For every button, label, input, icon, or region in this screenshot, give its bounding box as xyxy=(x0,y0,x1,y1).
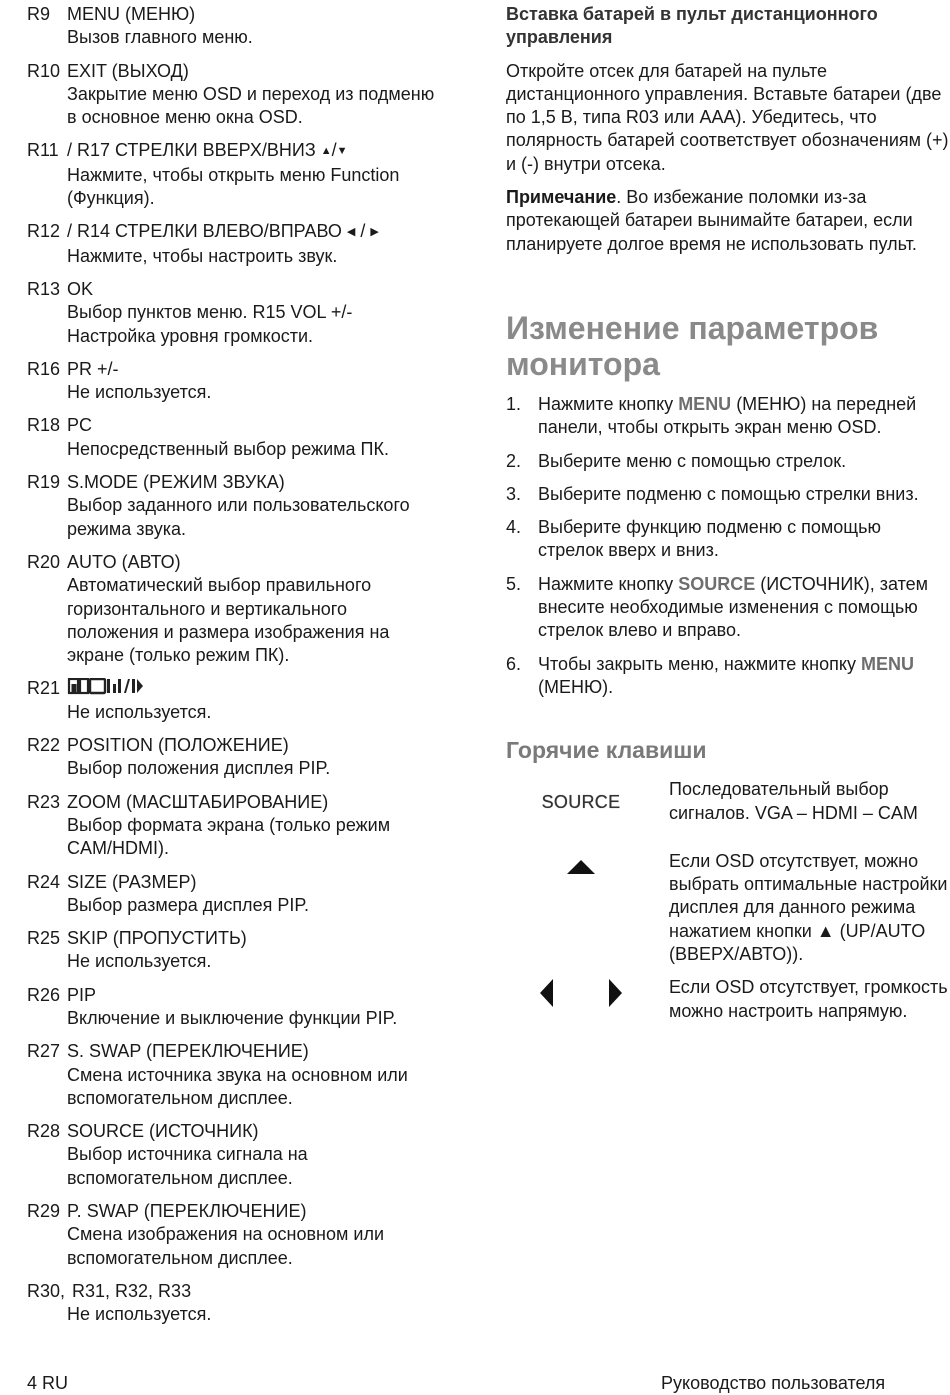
item-title: SOURCE (ИСТОЧНИК) xyxy=(67,1121,259,1142)
source-key-icon xyxy=(506,791,656,814)
item-desc: Включение и выключение функции PIP. xyxy=(67,1007,398,1028)
item-desc: Выбор положения дисплея PIP. xyxy=(67,758,331,779)
item-code: R20 xyxy=(27,551,61,572)
item-title: S.MODE (РЕЖИМ ЗВУКА) xyxy=(67,472,285,493)
step-item xyxy=(506,573,950,643)
item-code: R24 xyxy=(27,871,61,892)
item-code: R26 xyxy=(27,984,61,1005)
item-r29 xyxy=(27,1200,477,1270)
item-title: ZOOM (МАСШТАБИРОВАНИЕ) xyxy=(67,791,329,812)
item-desc: горизонтального и вертикального xyxy=(67,598,347,619)
arrow-left-icon: ◀ xyxy=(346,226,356,239)
item-code: R29 xyxy=(27,1201,61,1222)
step-item xyxy=(506,483,950,506)
note-text: . Во избежание поломки из-за протекающей батареи вынимайте батареи, если планируете долгое время не использовать пульт. xyxy=(506,187,917,254)
item-r10 xyxy=(27,60,477,130)
step-item xyxy=(506,516,950,563)
step-item xyxy=(506,393,950,440)
item-r13 xyxy=(27,278,477,348)
hotkey-up xyxy=(506,850,950,966)
item-title: PR +/- xyxy=(67,358,119,379)
item-code: R27 xyxy=(27,1041,61,1062)
remote-buttons-list xyxy=(27,3,477,1337)
left-right-arrow-keys-icon xyxy=(506,978,656,1014)
section-title: Изменение параметров монитора xyxy=(506,309,879,382)
right-column xyxy=(506,3,950,1023)
item-title: PIP xyxy=(67,984,97,1005)
item-title: S. SWAP (ПЕРЕКЛЮЧЕНИЕ) xyxy=(67,1041,309,1062)
item-r27 xyxy=(27,1040,477,1110)
item-desc: Не используется. xyxy=(67,1304,212,1325)
item-desc: режима звука. xyxy=(67,518,187,539)
step-text: Выберите подменю с помощью стрелки вниз. xyxy=(538,483,919,504)
item-desc: положения и размера изображения на xyxy=(67,621,390,642)
item-desc: Вызов главного меню. xyxy=(67,27,253,48)
arrow-right-icon: ▶ xyxy=(370,226,379,239)
item-desc: (Функция). xyxy=(67,188,155,209)
item-desc: Закрытие меню OSD и переход из подменю xyxy=(67,83,435,104)
item-desc: CAM/HDMI). xyxy=(67,838,169,859)
arrow-down-icon: ▼ xyxy=(336,145,348,158)
step-text: Нажмите кнопку xyxy=(538,393,679,414)
item-desc: Выбор размера дисплея PIP. xyxy=(67,894,310,915)
step-number: 6. xyxy=(506,653,522,674)
item-r23 xyxy=(27,791,477,861)
note-paragraph xyxy=(506,186,950,256)
item-r9 xyxy=(27,3,477,50)
menu-keyword: MENU xyxy=(860,653,914,674)
item-title: / R14 СТРЕЛКИ ВЛЕВО/ВПРАВО xyxy=(67,221,342,242)
item-title: OK xyxy=(67,278,94,299)
step-text: Выберите меню с помощью стрелок. xyxy=(538,450,847,471)
step-text: Чтобы закрыть меню, нажмите кнопку xyxy=(538,653,861,674)
item-desc: Нажмите, чтобы открыть меню Function xyxy=(67,164,400,185)
item-code: R19 xyxy=(27,472,61,493)
item-code: R9 xyxy=(27,4,51,24)
hotkey-text: Если OSD отсутствует, можно выбрать оптимальные настройки дисплея для данного режима нажатием кнопки ▲ (UP/AUTO (ВВЕРХ/АВТО)). xyxy=(669,850,948,965)
step-number: 4. xyxy=(506,517,522,538)
item-code: R30, xyxy=(27,1280,66,1301)
hotkey-source xyxy=(506,778,950,825)
hotkey-text: Последовательный выбор сигналов. VGA – HDMI – CAM xyxy=(669,779,918,823)
item-r11 xyxy=(27,139,477,210)
item-code: R12 xyxy=(27,221,61,242)
item-desc: Смена изображения на основном или xyxy=(67,1224,384,1245)
source-key-label: SOURCE xyxy=(541,792,621,813)
item-desc: в основное меню окна OSD. xyxy=(67,107,303,128)
item-r19 xyxy=(27,471,477,541)
step-number: 5. xyxy=(506,573,522,594)
slash-separator: / xyxy=(331,140,337,161)
step-number: 1. xyxy=(506,393,522,414)
item-title: SIZE (РАЗМЕР) xyxy=(67,871,197,892)
note-label: Примечание xyxy=(506,187,617,208)
page-number: 4 RU xyxy=(27,1373,69,1393)
hotkey-left-right xyxy=(506,976,950,1023)
menu-keyword: MENU xyxy=(678,393,732,414)
item-code: R28 xyxy=(27,1121,61,1142)
item-desc: Выбор источника сигнала на xyxy=(67,1144,308,1165)
step-item xyxy=(506,450,950,473)
steps-list xyxy=(506,393,950,699)
arrow-up-icon: ▲ xyxy=(320,145,332,158)
item-r18 xyxy=(27,414,477,461)
item-title: EXIT (ВЫХОД) xyxy=(67,60,189,81)
item-desc: Не используется. xyxy=(67,382,212,403)
item-r12 xyxy=(27,220,477,268)
item-title: POSITION (ПОЛОЖЕНИЕ) xyxy=(67,735,289,756)
item-desc: Настройка уровня громкости. xyxy=(67,325,314,346)
item-r24 xyxy=(27,871,477,918)
item-r20 xyxy=(27,551,477,667)
item-desc: вспомогательном дисплее. xyxy=(67,1247,293,1268)
record-play-pause-icon xyxy=(67,678,153,696)
item-r26 xyxy=(27,984,477,1031)
battery-paragraph: Откройте отсек для батарей на пульте дистанционного управления. Вставьте батареи (две по 1,5 В, типа R03 или AAA). Убедитесь, что полярность батарей соответствует обозначениям (+) и (-) внутри отсека. xyxy=(506,60,949,174)
item-desc: Смена источника звука на основном или xyxy=(67,1064,408,1085)
item-r30-r33 xyxy=(27,1280,477,1327)
item-title: SKIP (ПРОПУСТИТЬ) xyxy=(67,928,247,949)
item-code: R10 xyxy=(27,60,61,81)
item-title: / R17 СТРЕЛКИ ВВЕРХ/ВНИЗ xyxy=(67,140,316,161)
up-arrow-key-icon xyxy=(506,858,656,881)
hotkey-text: Если OSD отсутствует, громкость можно настроить напрямую. xyxy=(669,977,948,1021)
step-number: 2. xyxy=(506,450,522,471)
item-r22 xyxy=(27,734,477,781)
step-text: Выберите функцию подменю с помощью стрелок вверх и вниз. xyxy=(538,517,881,561)
item-desc: вспомогательном дисплее. xyxy=(67,1167,293,1188)
step-text: (МЕНЮ). xyxy=(538,676,614,697)
item-desc: Выбор пунктов меню. R15 VOL +/- xyxy=(67,302,353,323)
slash-separator: / xyxy=(360,221,366,242)
item-r21 xyxy=(27,677,477,724)
item-desc: Нажмите, чтобы настроить звук. xyxy=(67,245,338,266)
item-code: R23 xyxy=(27,791,61,812)
source-keyword: SOURCE xyxy=(678,573,756,594)
item-desc: Автоматический выбор правильного xyxy=(67,575,372,596)
item-desc: Выбор заданного или пользовательского xyxy=(67,495,410,516)
battery-heading: Вставка батарей в пульт дистанционного управления xyxy=(506,4,878,48)
item-desc: Выбор формата экрана (только режим xyxy=(67,814,391,835)
item-title: AUTO (АВТО) xyxy=(67,551,181,572)
item-code: R21 xyxy=(27,678,61,699)
item-desc: Непосредственный выбор режима ПК. xyxy=(67,438,389,459)
step-text: (ИСТОЧНИК), затем внесите необходимые изменения с помощью стрелок влево и вправо. xyxy=(538,573,929,641)
item-title: R31, R32, R33 xyxy=(72,1280,192,1301)
item-title: PC xyxy=(67,415,93,436)
step-item xyxy=(506,653,950,700)
item-code: R16 xyxy=(27,358,61,379)
doc-title: Руководство пользователя xyxy=(661,1373,886,1393)
item-code: R25 xyxy=(27,928,61,949)
step-text: Нажмите кнопку xyxy=(538,573,679,594)
item-desc: вспомогательном дисплее. xyxy=(67,1087,293,1108)
item-desc: Не используется. xyxy=(67,701,212,722)
item-title: MENU (МЕНЮ) xyxy=(67,4,196,24)
item-code: R18 xyxy=(27,415,61,436)
item-title: P. SWAP (ПЕРЕКЛЮЧЕНИЕ) xyxy=(67,1201,307,1222)
hotkeys-title: Горячие клавиши xyxy=(506,737,707,764)
item-code: R11 xyxy=(27,140,59,161)
item-r16 xyxy=(27,358,477,405)
item-r28 xyxy=(27,1120,477,1190)
item-r25 xyxy=(27,927,477,974)
item-code: R13 xyxy=(27,278,61,299)
item-code: R22 xyxy=(27,735,61,756)
item-desc: Не используется. xyxy=(67,951,212,972)
step-number: 3. xyxy=(506,483,522,504)
item-desc: экране (только режим ПК). xyxy=(67,645,290,666)
step-text: (МЕНЮ) на передней панели, чтобы открыть экран меню OSD. xyxy=(538,393,917,438)
